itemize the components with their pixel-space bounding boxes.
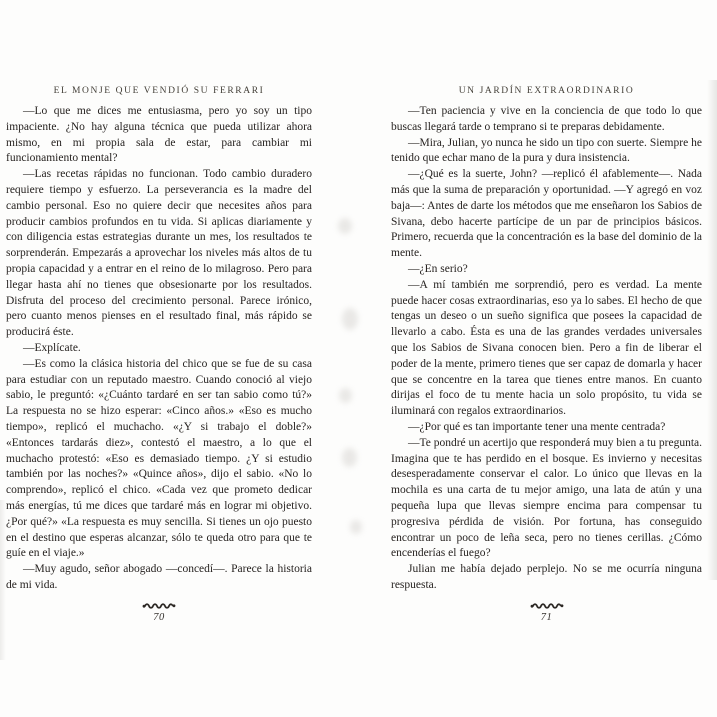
- scan-smudge: [350, 520, 362, 534]
- page-number-right: 71: [540, 612, 553, 623]
- flourish-divider-icon: [530, 602, 564, 610]
- running-header-left: EL MONJE QUE VENDIÓ SU FERRARI: [53, 86, 265, 96]
- paragraph: —Lo que me dices me entusiasma, pero yo soy un tipo impaciente. ¿No hay alguna técnica que pueda utilizar ahora mismo, en mi propia sala de estar, para cambiar mi funcionamiento mental?: [6, 105, 312, 165]
- paragraph: Julian me había dejado perplejo. No se me ocurría ninguna respuesta.: [391, 563, 702, 591]
- paragraph: —Ten paciencia y vive en la conciencia de que todo lo que buscas llegará tarde o temprano si te preparas debidamente.: [391, 105, 702, 133]
- paragraph: —¿En serio?: [408, 262, 468, 275]
- paragraph: —Las recetas rápidas no funcionan. Todo cambio duradero requiere tiempo y esfuerzo. La perseverancia es la madre del cambio personal. Eso no quiere decir que necesites años para producir cambios profundos en tu vida. Si aplicas diariamente y con diligencia estas estrategias durante un mes, los resultados te sorprenderán. Empezarás a aprovechar los niveles más altos de tu propia capacidad y a entrar en el reino de lo milagroso. Pero para llegar hasta ahí no tienes que obsesionarte por los resultados. Disfruta del proceso del crecimiento personal. Parece irónico, pero cuanto menos pienses en el resultado final, más rápido se producirá éste.: [6, 168, 312, 339]
- scan-smudge: [338, 218, 352, 234]
- right-page-footer: [391, 602, 702, 623]
- paragraph: —Te pondré un acertijo que responderá muy bien a tu pregunta. Imagina que te has perdido en el bosque. Es invierno y necesitas desesperadamente conservar el calor. Lo único que llevas en la mochila es una carta de tu mejor amigo, una lata de atún y una pequeña lupa que llevas siempre encima para compensar tu progresiva pérdida de visión. Por fortuna, has conseguido encontrar un poco de leña seca, pero no tienes cerillas. ¿Cómo encenderías el fuego?: [391, 436, 702, 560]
- paragraph: —Es como la clásica historia del chico que se fue de su casa para estudiar con un reputado maestro. Cuando conoció al viejo sabio, le preguntó: «¿Cuánto tardaré en ser tan sabio como tú?» La respuesta no se hizo esperar: «Cinco años.» «Eso es mucho tiempo», replicó el muchacho. «¿Y si trabajo el doble?» «Entonces tardarás diez», contestó el maestro, a lo que el muchacho protestó: «Eso es demasiado tiempo. ¿Y si estudio también por las noches?» «Quince años», dijo el sabio. «No lo comprendo», replicó el chico. «Cada vez que prometo dedicar más energías, tú me dices que tardaré más en lograr mi objetivo. ¿Por qué?» «La respuesta es muy sencilla. Si tienes un ojo puesto en el destino que esperas alcanzar, sólo te queda otro para que te guíe en el viaje.»: [6, 357, 312, 560]
- right-page-body: [391, 104, 702, 594]
- flourish-divider-icon: [142, 602, 176, 610]
- paragraph: —¿Qué es la suerte, John? —replicó él afablemente—. Nada más que la suma de preparación y oportunidad. —Y agregó en voz baja—: Antes de darte los métodos que me enseñaron los Sabios de Sivana, debo hacerte partícipe de un par de principios básicos. Primero, recuerda que la concentración es la base del dominio de la mente.: [391, 168, 702, 260]
- paragraph: —Mira, Julian, yo nunca he sido un tipo con suerte. Siempre he tenido que echar mano de la pura y dura insistencia.: [391, 136, 702, 165]
- paragraph: —Explícate.: [23, 341, 81, 354]
- scan-smudge: [342, 448, 357, 467]
- left-page-footer: [6, 602, 312, 623]
- page-number-left: 70: [153, 612, 165, 623]
- right-page: [391, 0, 702, 717]
- left-page: [6, 0, 312, 717]
- paragraph: —A mí también me sorprendió, pero es verdad. La mente puede hacer cosas extraordinarias, eso ya lo sabes. El hecho de que tengas un deseo o un sueño significa que posees la capacidad de llevarlo a cabo. Ésta es una de las grandes verdades universales que los Sabios de Sivana conocen bien. Pero a fin de liberar el poder de la mente, primero tienes que ser capaz de domarla y hacer que se concentre en la tarea que tienes entre manos. En cuanto dirijas el foco de tu mente hacia un solo propósito, tu vida se iluminará con regalos extraordinarios.: [391, 278, 702, 418]
- running-header-right: UN JARDÍN EXTRAORDINARIO: [458, 86, 635, 96]
- page-edge-shadow: [707, 80, 717, 580]
- paragraph: —Muy agudo, señor abogado —concedí—. Parece la historia de mi vida.: [6, 563, 312, 591]
- scan-smudge: [342, 308, 358, 330]
- scan-smudge: [339, 388, 352, 403]
- left-page-body: [6, 104, 312, 594]
- paragraph: —¿Por qué es tan importante tener una mente centrada?: [408, 420, 666, 433]
